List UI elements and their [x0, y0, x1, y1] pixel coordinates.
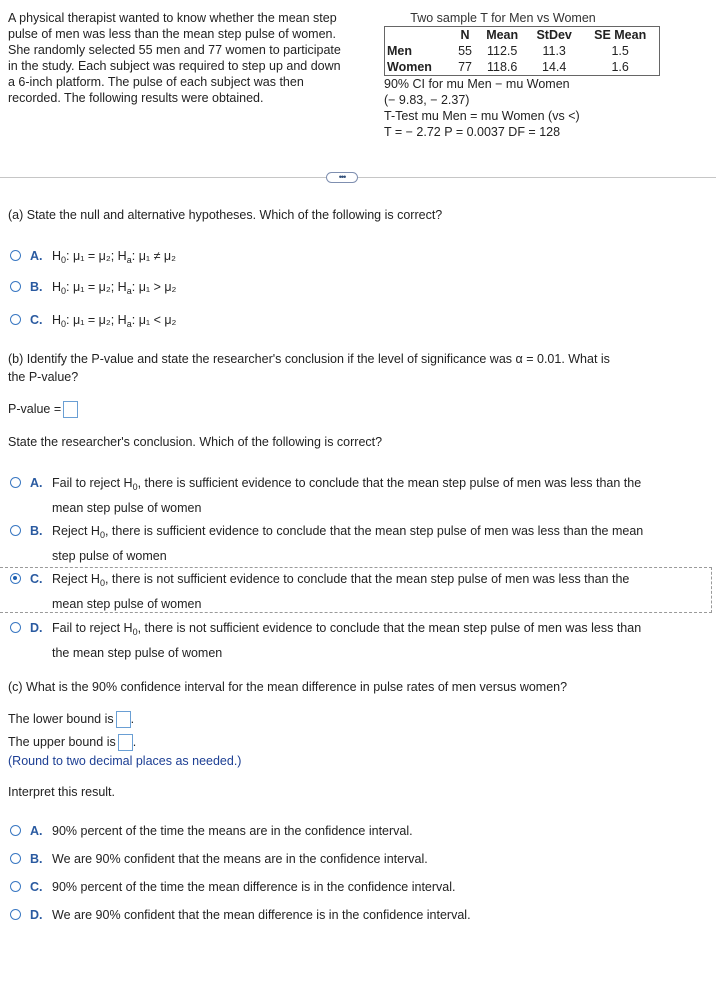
- option-text: 90% percent of the time the means are in the confidence interval.: [52, 824, 413, 838]
- cell-n: 55: [458, 44, 472, 58]
- ci-label: 90% CI for mu Men − mu Women: [384, 77, 570, 91]
- lower-bound-input[interactable]: [116, 711, 131, 728]
- option-text: We are 90% confident that the means are in the confidence interval.: [52, 852, 428, 866]
- problem-intro: [8, 10, 380, 106]
- option-letter: A.: [30, 824, 43, 838]
- interpret-prompt: Interpret this result.: [8, 785, 115, 799]
- radio-button[interactable]: [10, 622, 21, 633]
- cell-se: 1.6: [611, 60, 629, 74]
- ci-value: (− 9.83, − 2.37): [384, 93, 470, 107]
- option-text: 90% percent of the time the mean difference is in the confidence interval.: [52, 880, 456, 894]
- stats-table: [384, 26, 660, 76]
- intro-line: A physical therapist wanted to know whether the mean step: [8, 11, 337, 25]
- radio-button[interactable]: [10, 281, 21, 292]
- h0-expression: μ₁ = μ₂: [73, 249, 111, 263]
- option-rest-line2: mean step pulse of women: [52, 501, 202, 515]
- intro-line: a 6-inch platform. The pulse of each subject was then: [8, 75, 304, 89]
- option-letter: A.: [30, 249, 43, 263]
- radio-button[interactable]: [10, 825, 21, 836]
- option-letter: D.: [30, 621, 43, 635]
- intro-line: pulse of men was less than the mean step pulse of women.: [8, 27, 336, 41]
- option-rest-line2: step pulse of women: [52, 549, 167, 563]
- option-rest: , there is sufficient evidence to conclude that the mean step pulse of men was less than the mean: [104, 524, 644, 538]
- upper-bound-row: [8, 733, 136, 751]
- option-text: $H_0$: μ₁ = μ₂; $H_a$: μ₁ < μ₂: [52, 313, 177, 329]
- option-text: Reject $H_0$, there is not sufficient evidence to conclude that the mean step pulse of men was less than the mean step pulse of women: [52, 569, 703, 615]
- ha-expression: μ₁ > μ₂: [138, 280, 177, 294]
- ha-expression: μ₁ < μ₂: [138, 313, 177, 327]
- option-text: Reject $H_0$, there is sufficient evidence to conclude that the mean step pulse of men was less than the mean step pulse of women: [52, 521, 703, 567]
- intro-line: She randomly selected 55 men and 77 women to participate: [8, 43, 341, 57]
- option-rest: , there is sufficient evidence to conclude that the mean step pulse of men was less than the: [137, 476, 642, 490]
- stats-title: Two sample T for Men vs Women: [410, 11, 596, 25]
- intro-line: recorded. The following results were obtained.: [8, 91, 264, 105]
- stats-header-row: [385, 27, 660, 44]
- radio-button[interactable]: [10, 525, 21, 536]
- option-letter: D.: [30, 908, 43, 922]
- stats-header: [385, 27, 453, 44]
- ha-expression: μ₁ ≠ μ₂: [138, 249, 176, 263]
- intro-line: in the study. Each subject was required to step up and down: [8, 59, 341, 73]
- radio-button[interactable]: [10, 477, 21, 488]
- radio-button[interactable]: [10, 853, 21, 864]
- option-letter: B.: [30, 852, 43, 866]
- option-rest: , there is not sufficient evidence to conclude that the mean step pulse of men was less than the: [104, 572, 630, 586]
- option-lead: Reject H: [52, 524, 100, 538]
- part-c-question: (c) What is the 90% confidence interval for the mean difference in pulse rates of men versus women?: [8, 680, 568, 694]
- pvalue-input[interactable]: [63, 401, 78, 418]
- round-note: (Round to two decimal places as needed.): [8, 754, 242, 768]
- section-divider: [0, 177, 716, 178]
- stats-row: [385, 43, 660, 59]
- upper-bound-label: The upper bound is: [8, 735, 116, 749]
- part-b-question-line: (b) Identify the P-value and state the researcher's conclusion if the level of significance was α = 0.01. What is: [8, 352, 610, 366]
- pvalue-row: [8, 400, 78, 418]
- period-text: .: [132, 735, 137, 749]
- radio-button[interactable]: [10, 250, 21, 261]
- cell-stdev: 11.3: [542, 44, 566, 58]
- h0-expression: μ₁ = μ₂: [73, 313, 111, 327]
- cell-stdev: 14.4: [542, 60, 567, 74]
- radio-button[interactable]: [10, 314, 21, 325]
- row-label: Women: [387, 60, 432, 74]
- cell-mean: 112.5: [486, 44, 518, 58]
- cell-n: 77: [458, 60, 472, 74]
- stats-header: SE Mean: [594, 28, 647, 42]
- radio-button[interactable]: [10, 881, 21, 892]
- option-letter: B.: [30, 280, 43, 294]
- stats-header: StDev: [536, 28, 572, 42]
- conclusion-prompt: State the researcher's conclusion. Which of the following is correct?: [8, 435, 383, 449]
- option-text: $H_0$: μ₁ = μ₂; $H_a$: μ₁ ≠ μ₂: [52, 249, 176, 265]
- stats-row: [385, 59, 660, 76]
- option-text: $H_0$: μ₁ = μ₂; $H_a$: μ₁ > μ₂: [52, 280, 177, 296]
- option-rest-line2: mean step pulse of women: [52, 597, 202, 611]
- option-letter: C.: [30, 313, 43, 327]
- h0-expression: μ₁ = μ₂: [73, 280, 111, 294]
- option-letter: C.: [30, 880, 43, 894]
- upper-bound-input[interactable]: [118, 734, 133, 751]
- lower-bound-row: [8, 710, 134, 728]
- option-letter: C.: [30, 572, 43, 586]
- ttest-label: T-Test mu Men = mu Women (vs <): [384, 109, 580, 123]
- option-letter: A.: [30, 476, 43, 490]
- row-label: Men: [387, 44, 412, 58]
- option-text: We are 90% confident that the mean difference is in the confidence interval.: [52, 908, 471, 922]
- radio-button[interactable]: [10, 909, 21, 920]
- part-b-question-line: the P-value?: [8, 370, 79, 384]
- option-letter: B.: [30, 524, 43, 538]
- period-text: .: [130, 712, 135, 726]
- stats-header: Mean: [486, 28, 519, 42]
- option-text: Fail to reject $H_0$, there is sufficient evidence to conclude that the mean step pulse of men was less than the mean step pulse of women: [52, 473, 703, 519]
- option-lead: Fail to reject H: [52, 621, 133, 635]
- part-a-question: (a) State the null and alternative hypotheses. Which of the following is correct?: [8, 208, 443, 222]
- cell-se: 1.5: [611, 44, 629, 58]
- option-text: Fail to reject $H_0$, there is not sufficient evidence to conclude that the mean step pulse of men was less than the mean step pulse of women: [52, 618, 703, 664]
- option-lead: Reject H: [52, 572, 100, 586]
- ttest-result: T = − 2.72 P = 0.0037 DF = 128: [384, 125, 561, 139]
- expand-more-button[interactable]: •••: [326, 172, 358, 183]
- stats-header: N: [460, 28, 470, 42]
- radio-button-selected[interactable]: [10, 573, 21, 584]
- pvalue-label: P-value =: [8, 402, 62, 416]
- cell-mean: 118.6: [486, 60, 518, 74]
- option-rest: , there is not sufficient evidence to conclude that the mean step pulse of men was less than: [137, 621, 642, 635]
- option-rest-line2: the mean step pulse of women: [52, 646, 223, 660]
- option-lead: Fail to reject H: [52, 476, 133, 490]
- lower-bound-label: The lower bound is: [8, 712, 114, 726]
- stats-output: [384, 10, 666, 140]
- part-b-question: [8, 350, 610, 386]
